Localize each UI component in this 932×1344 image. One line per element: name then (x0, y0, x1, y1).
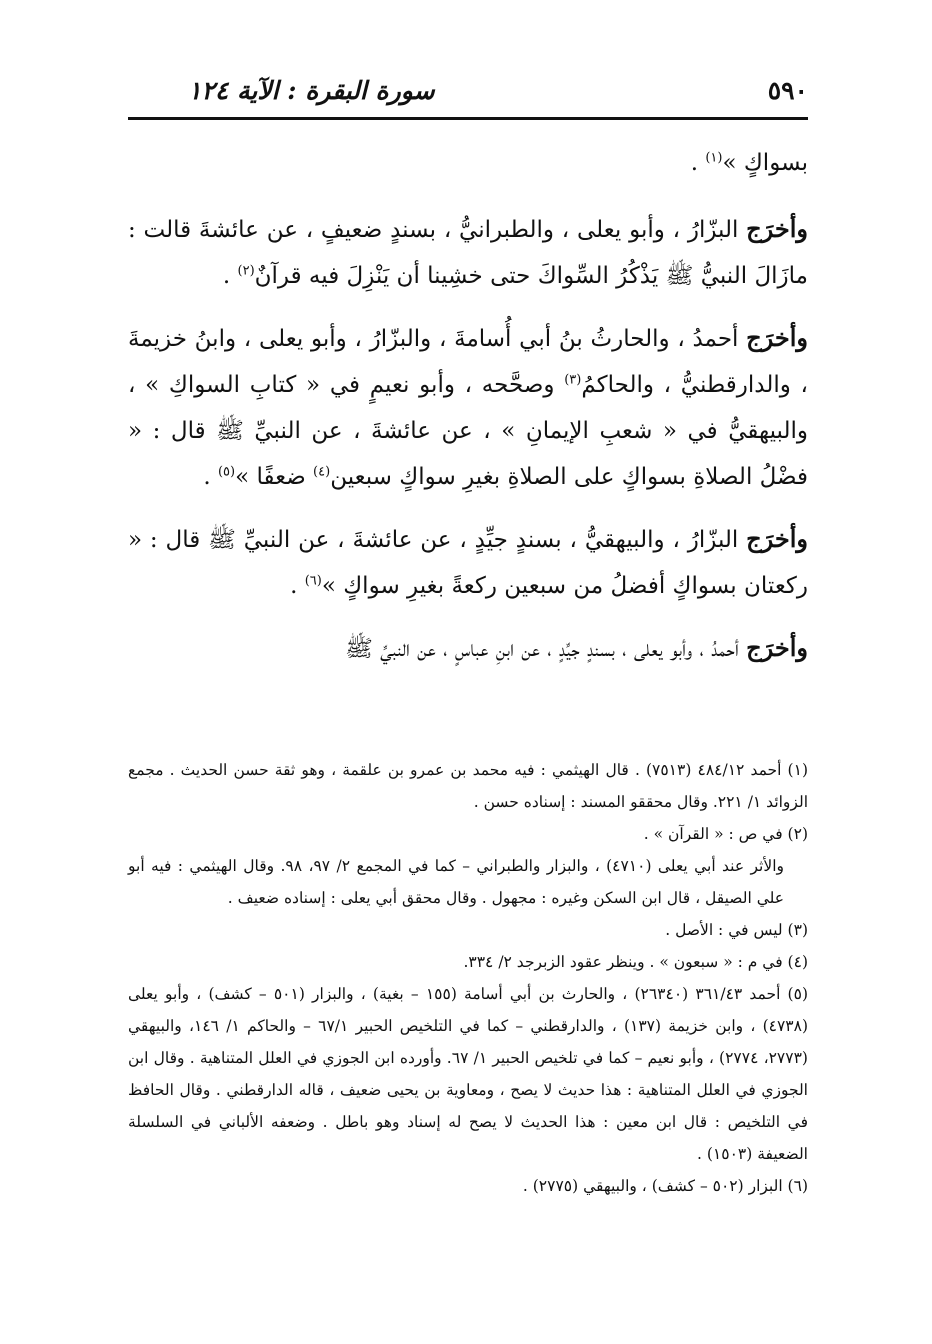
paragraph-2 (128, 206, 808, 299)
paragraph-5 (128, 625, 808, 672)
paragraph-3 (128, 315, 808, 500)
paragraph-1 (128, 140, 808, 186)
paragraph-1-end: . (690, 150, 706, 176)
paragraph-3-text-a: أحمدُ ، والحارثُ بنُ أبي أُسامةَ ، والبزّارُ ، وأبو يعلى ، وابنُ خزيمةَ ، والدارقطنيُّ ، والحاكمُ (128, 326, 808, 398)
paragraph-5-lead: وأخرَج (746, 633, 808, 662)
paragraph-1-text: بسواكٍ » (722, 150, 808, 176)
footnote-2-continuation: والأثر عند أبي يعلى (٤٧١٠) ، والبزار والطبراني – كما في المجمع ٢/ ٩٧، ٩٨. وقال الهيثمي : فيه أبو علي الصيقل ، قال ابن السكن وغيره : مجهول . وقال محقق أبي يعلى : إسناده ضعيف . (128, 857, 784, 907)
paragraph-3-end: . (203, 464, 218, 490)
paragraph-2-end: . (222, 263, 238, 289)
footnote-5: (٥) أحمد ٣٦١/٤٣ (٢٦٣٤٠) ، والحارث بن أبي أسامة (١٥٥ – بغية) ، والبزار (٥٠١ – كشف) ، وأبو يعلى (٤٧٣٨) ، وابن خزيمة (١٣٧) ، والدارقطني – كما في التلخيص الحبير ٦٧/١ – والحاكم ١/ ١٤٦، والبيهقي (٢٧٧٣، ٢٧٧٤) ، وأبو نعيم – كما في تلخيص الحبير ١/ ٦٧. وأورده ابن الجوزي في العلل المتناهية . وقال ابن الجوزي في العلل المتناهية : هذا حديث لا يصح ، ومعاوية بن يحيى ضعيف ، قاله الدارقطني . وقال الحافظ في التلخيص : قال ابن معين : هذا الحديث لا يصح له إسناد وهو باطل . وضعفه الألباني في السلسلة الضعيفة (١٥٠٣) . (128, 985, 808, 1163)
footnote-ref-5[interactable]: (٥) (217, 464, 236, 480)
paragraph-5-text: أحمدُ ، وأبو يعلى ، بسندٍ جيِّدٍ ، عن ابنِ عباسٍ ، عن النبيِّ ﷺ (345, 636, 747, 662)
paragraph-3-lead: وأخرَج (746, 323, 808, 352)
footnote-6: (٦) البزار (٥٠٢ – كشف) ، والبيهقي (٢٧٧٥) . (522, 1177, 808, 1195)
page-header (128, 70, 808, 110)
footnote-ref-6[interactable]: (٦) (304, 573, 322, 589)
footnote-ref-4[interactable]: (٤) (313, 464, 331, 480)
footnote-3: (٣) ليس في : الأصل . (665, 921, 808, 939)
paragraph-3-text-c: ضعفًا » (235, 464, 314, 490)
footnote-ref-3[interactable]: (٣) (564, 372, 582, 388)
main-text (128, 140, 808, 688)
footnote-ref-2[interactable]: (٢) (237, 263, 255, 279)
paragraph-2-text: البزّارُ ، وأبو يعلى ، والطبرانيُّ ، بسندٍ ضعيفٍ ، عن عائشةَ قالت : مازَالَ النبيُّ ﷺ يَذْكُرُ السِّواكَ حتى خشِينا أن يَنْزِلَ فيه قرآنٌ (128, 217, 808, 289)
footnote-4: (٤) في م : « سبعون » . وينظر عقود الزبرجد ٢/ ٣٣٤. (463, 953, 808, 971)
footnote-1: (١) أحمد ٤٨٤/١٢ (٧٥١٣) . قال الهيثمي : فيه محمد بن عمرو بن علقمة ، وهو ثقة حسن الحديث . مجمع الزوائد ١/ ٢٢١. وقال محققو المسند : إسناده حسن . (128, 761, 808, 811)
footnote-ref-1[interactable]: (١) (705, 150, 723, 166)
header-rule (128, 117, 808, 120)
page-number: ٥٩٠ (767, 75, 808, 105)
footnote-2: (٢) في ص : « القرآن » . (643, 825, 808, 843)
paragraph-4-text: البزّارُ ، والبيهقيُّ ، بسندٍ جيِّدٍ ، عن عائشةَ ، عن النبيِّ ﷺ قال : « ركعتان بسواكٍ أفضلُ من سبعين ركعةً بغيرِ سواكٍ » (128, 527, 808, 599)
paragraph-4-lead: وأخرَج (746, 524, 808, 553)
paragraph-4-end: . (290, 573, 305, 599)
paragraph-3-text-b: وصحَّحه ، وأبو نعيمٍ في « كتابِ السواكِ » ، والبيهقيُّ في « شعبِ الإيمانِ » ، عن عائشةَ ، عن النبيِّ ﷺ قال : « فضْلُ الصلاةِ بسواكٍ على الصلاةِ بغيرِ سواكٍ سبعين (128, 372, 808, 490)
running-title: سورة البقرة : الآية ١٢٤ (188, 75, 435, 105)
footnotes (128, 754, 808, 1202)
paragraph-4 (128, 516, 808, 609)
paragraph-2-lead: وأخرَج (746, 214, 808, 243)
